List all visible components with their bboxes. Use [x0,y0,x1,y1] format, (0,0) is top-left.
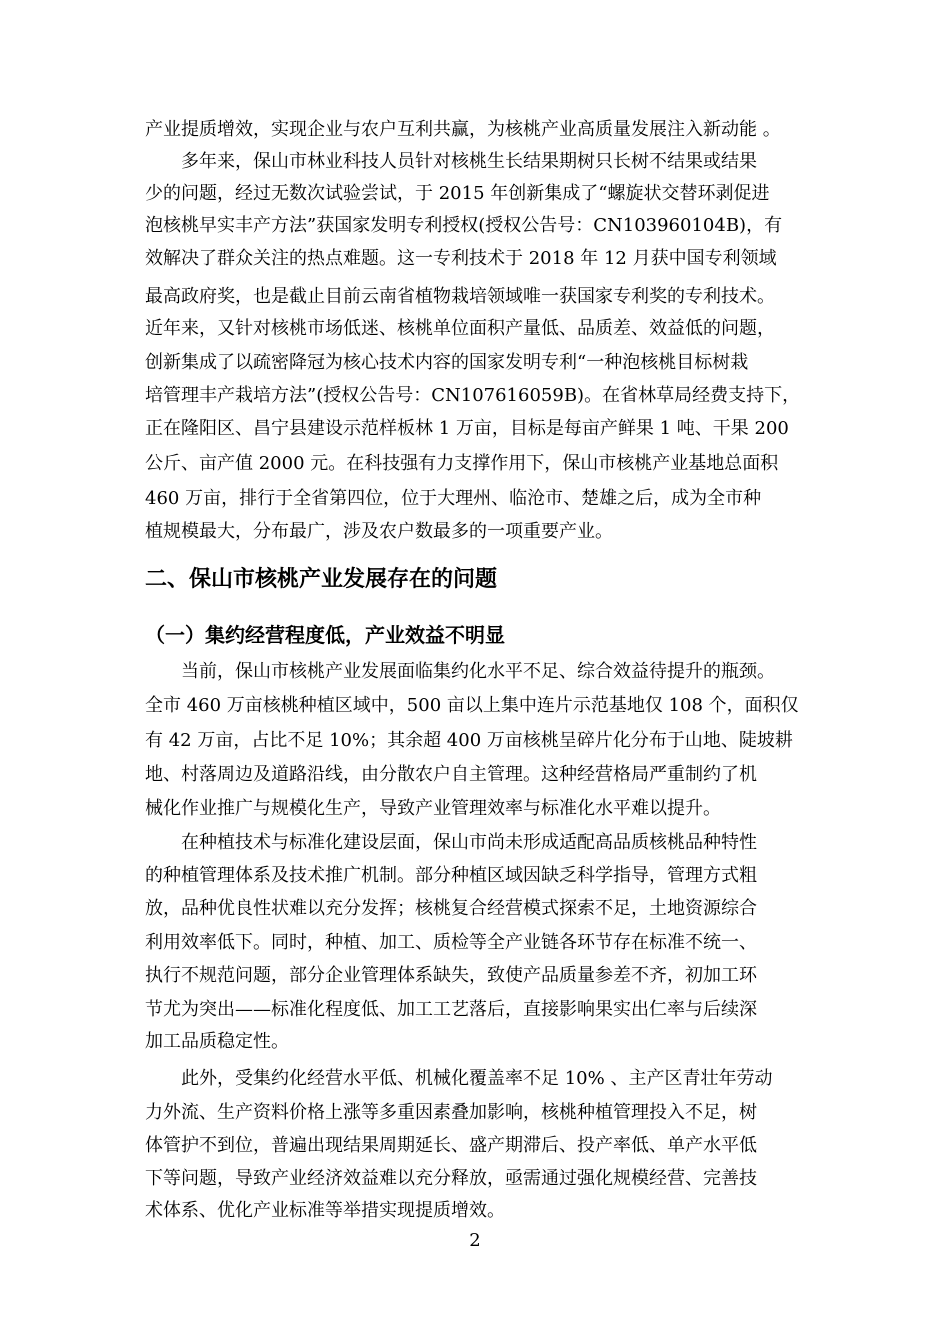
body-text-line: 正在隆阳区、昌宁县建设示范样板林 1 万亩，目标是每亩产鲜果 1 吨、干果 200 [145,418,789,439]
body-text-line: 力外流、生产资料价格上涨等多重因素叠加影响，核桃种植管理投入不足，树 [145,1102,757,1123]
body-text-line: 利用效率低下。同时，种植、加工、质检等全产业链各环节存在标准不统一、 [145,932,757,953]
subsection-heading: （一）集约经营程度低，产业效益不明显 [145,623,505,647]
body-text-line: 此外，受集约化经营水平低、机械化覆盖率不足 10% 、主产区青壮年劳动 [181,1068,773,1089]
body-text-line: 近年来，又针对核桃市场低迷、核桃单位面积产量低、品质差、效益低的问题， [145,318,775,339]
body-text-line: 的种植管理体系及技术推广机制。部分种植区域因缺乏科学指导，管理方式粗 [145,865,757,886]
body-text-line: 术体系、优化产业标准等举措实现提质增效。 [145,1200,505,1221]
body-text-line: 最高政府奖，也是截止目前云南省植物栽培领域唯一获国家专利奖的专利技术。 [145,286,775,307]
body-text-line: 执行不规范问题，部分企业管理体系缺失，致使产品质量参差不齐，初加工环 [145,965,757,986]
body-text-line: 全市 460 万亩核桃种植区域中，500 亩以上集中连片示范基地仅 108 个，面积仅 [145,695,799,716]
body-text-line: 放，品种优良性状难以充分发挥；核桃复合经营模式探索不足，土地资源综合 [145,898,757,919]
section-heading: 二、保山市核桃产业发展存在的问题 [145,567,498,592]
body-text-line: 多年来，保山市林业科技人员针对核桃生长结果期树只长树不结果或结果 [181,151,757,172]
body-text-line: 创新集成了以疏密降冠为核心技术内容的国家发明专利“一种泡核桃目标树栽 [145,352,749,373]
body-text-line: 460 万亩，排行于全省第四位，位于大理州、临沧市、楚雄之后，成为全市种 [145,488,762,509]
body-text-line: 泡核桃早实丰产方法”获国家发明专利授权(授权公告号：CN103960104B)，有 [145,215,783,236]
body-text-line: 在种植技术与标准化建设层面，保山市尚未形成适配高品质核桃品种特性 [181,832,757,853]
body-text-line: 当前，保山市核桃产业发展面临集约化水平不足、综合效益待提升的瓶颈。 [181,661,775,682]
body-text-line: 下等问题，导致产业经济效益难以充分释放，亟需通过强化规模经营、完善技 [145,1168,757,1189]
body-text-line: 地、村落周边及道路沿线，由分散农户自主管理。这种经营格局严重制约了机 [145,764,757,785]
body-text-line: 产业提质增效，实现企业与农户互利共赢，为核桃产业高质量发展注入新动能 。 [145,119,781,140]
body-text-line: 少的问题，经过无数次试验尝试，于 2015 年创新集成了“螺旋状交替环剥促进 [145,183,770,204]
body-text-line: 械化作业推广与规模化生产，导致产业管理效率与标准化水平难以提升。 [145,798,721,819]
body-text-line: 植规模最大，分布最广，涉及农户数最多的一项重要产业。 [145,521,613,542]
body-text-line: 体管护不到位，普遍出现结果周期延长、盛产期滞后、投产率低、单产水平低 [145,1135,757,1156]
body-text-line: 有 42 万亩，占比不足 10%；其余超 400 万亩核桃呈碎片化分布于山地、陡坡耕 [145,730,793,751]
body-text-line: 节尤为突出——标准化程度低、加工工艺落后，直接影响果实出仁率与后续深 [145,999,757,1020]
body-text-line: 加工品质稳定性。 [145,1031,289,1052]
body-text-line: 培管理丰产栽培方法”(授权公告号：CN107616059B)。在省林草局经费支持下， [145,385,801,406]
page-number: 2 [469,1230,481,1251]
body-text-line: 公斤、亩产值 2000 元。在科技强有力支撑作用下，保山市核桃产业基地总面积 [145,453,779,474]
body-text-line: 效解决了群众关注的热点难题。这一专利技术于 2018 年 12 月获中国专利领域 [145,248,777,269]
